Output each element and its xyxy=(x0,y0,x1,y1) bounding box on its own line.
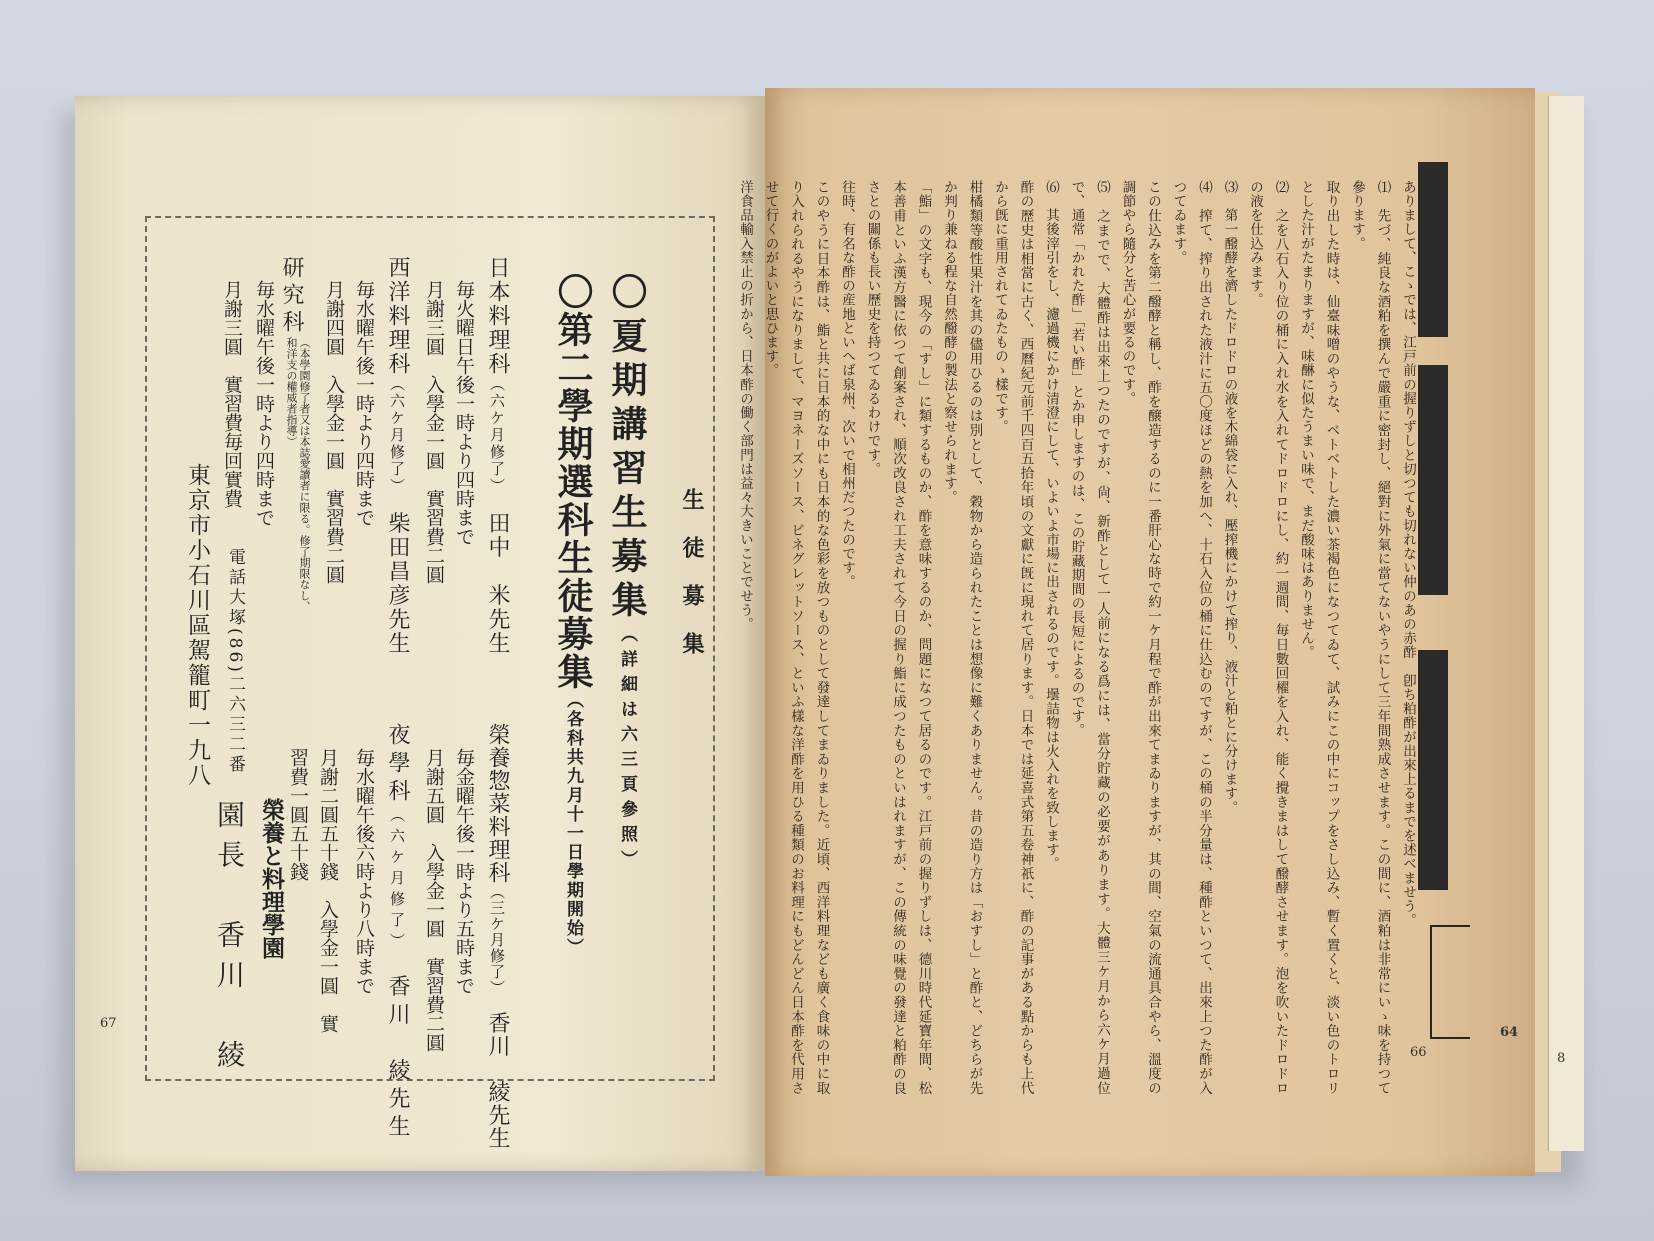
course-term: （六ケ月修了） xyxy=(388,807,406,947)
page-number-67: 67 xyxy=(100,1016,117,1031)
course-name: 榮養惣菜料理科 xyxy=(485,723,510,884)
page-number-64: 64 xyxy=(1500,1025,1519,1040)
article-paragraph: ⑴ 先づ、純良な酒粕を撰んで嚴重に密封し、絕對に外氣に當てないやうにして三年間熟成させます。この間に、酒粕は非常にいゝ味を持つて參ります。 xyxy=(1349,180,1391,1095)
photo-fragment xyxy=(1418,365,1448,595)
photo-fragment xyxy=(1418,162,1448,337)
school-name: 榮養と料理學園 xyxy=(258,798,285,959)
page-number-8: 8 xyxy=(1557,1051,1566,1066)
course-teacher: 田中 米先生 xyxy=(485,511,510,656)
course-fees: 月謝三圓 實習費毎回實費 xyxy=(221,280,243,508)
course-name: 夜學科 xyxy=(385,723,410,807)
school-address: 東京市小石川區駕籠町一九八 xyxy=(184,463,210,788)
course-name: 研究科 xyxy=(279,256,304,337)
course-term: （本學園修了者又は本誌愛讀者に限る。修了期限なし、和洋支の權威者指導） xyxy=(285,337,311,612)
course-term: （六ケ月修了） xyxy=(488,376,506,488)
course-name: 西洋料理科 xyxy=(385,256,410,376)
article-paragraph: このやうに日本酢は、鮨と共に日本的な中にも日本的な色彩を放つものとして發達してまゐりました。近頃、西洋料理なども廣く食味の中に取り入れられるやうになりまして、マヨネーズソース、ビネグレットソース、といふ樣な洋酢を用ひる種類のお料理にもどんどん日本酢を代用させて行くのがよいと思ひます。 xyxy=(762,180,830,1095)
course-schedule: 毎水曜午後六時より八時まで xyxy=(353,748,375,995)
course-schedule: 毎火曜日午後一時より四時まで xyxy=(453,280,475,546)
course-name: 日本料理科 xyxy=(485,256,510,376)
course-schedule: 毎水曜午後一時より四時まで xyxy=(253,280,275,527)
article-paragraph: 取り出した時は、仙臺味噌のやうな、ベトベトした濃い茶褐色になつてゐて、試みにこの中にコップをさし込み、暫く置くと、淡い色のトロリとした汁がたまりますが、味醂に似たうまい味で、まだ酸味はありません。 xyxy=(1298,180,1340,1095)
article-paragraph: ⑵ 之を八石入り位の桶に入れ水を入れてドロドロにし、約一週間、毎日數回櫂を入れ、能く攪きまはして醱酵させます。泡を吹いたドロドロの液を仕込みます。 xyxy=(1247,180,1289,1095)
article-paragraph: 往時、有名な酢の産地といへば泉州、次いで相州だつたのです。 xyxy=(839,180,855,589)
article-paragraph: 「鮨」の文字も、現今の「すし」に類するものか、酢を意味するのか、問題になつて居るのです。江戸前の握りずしは、德川時代延寶年間、松本善甫といふ漢方醫に依つて創案され、順次改良され工夫されて今日の握り鮨に成つたものといはれますが、この傳統の味覺の發達と粕酢の良さとの關係も長い歷史を持つてゐるわけです。 xyxy=(864,180,932,1095)
notice-heading: 生徒募集 xyxy=(679,488,705,680)
second-term-note: （各科共九月十一日學期開始） xyxy=(563,691,583,957)
course-teacher: 柴田昌彦先生 xyxy=(385,511,410,656)
summer-course-title: 〇夏期講習生募集 xyxy=(606,273,648,625)
article-paragraph: ⑷ 搾て、搾り出された液汁に五〇度ほどの熱を加へ、十石入位の桶に仕込むのですが、この桶の半分量は、種酢といつて、出來上つた酢が入つてゐます。 xyxy=(1170,180,1212,1095)
course-term: （三ケ月修了） xyxy=(488,884,506,989)
course-fees: 月謝三圓 入學金一圓 實習費二圓 xyxy=(423,280,445,584)
article-paragraph: ⑸ 之までで、大體酢は出來上つたのですが、尙、新酢として一人前になる爲には、當分貯藏の必要があります。大體三ケ月から六ケ月過位で、通常「かれた酢」「若い酢」とか申しますのは、この貯藏期間の長短によるのです。 xyxy=(1068,180,1110,1095)
frame-fragment xyxy=(1430,925,1470,1039)
recruitment-notice xyxy=(145,216,715,1150)
course-fees: 月謝五圓 入學金一圓 實習費二圓 xyxy=(423,748,445,1052)
article-paragraph: 洋食品輸入禁止の折から、日本酢の働く部門は益々大きいことでせう。 xyxy=(737,180,753,632)
course-teacher: 香川 綾先生 xyxy=(385,974,410,1143)
left-page xyxy=(75,96,765,1171)
article-paragraph: ⑹ 其後滓引をし、濾過機にかけ清澄にして、いよいよ市場に出されるのです。壜詰物は火入れを致します。 xyxy=(1043,180,1059,871)
school-director: 園長 香川 綾 xyxy=(213,800,246,1080)
article-paragraph: 柑橘類等酸性果汁を其の儘用ひるのは別として、穀物から造られたことは想像に難くありません。昔の造り方は「おすし」と酢と、どちらが先か判り兼ねる程な自然醱酵の製法と察せられます。 xyxy=(941,180,983,1095)
course-fees: 月謝二圓五十錢 入學金一圓 實習費一圓五十錢 xyxy=(287,748,339,1033)
article-body xyxy=(737,180,1420,1095)
school-phone: 電話大塚(86)二六三二番 xyxy=(225,548,245,775)
photo-fragment xyxy=(1418,650,1448,890)
page-number-66: 66 xyxy=(1410,1045,1427,1060)
inserted-leaf xyxy=(1548,96,1584,1151)
article-paragraph: ⑶ 第一醱酵を濟したドロドロの液を木綿袋に入れ、壓搾機にかけて搾り、液汁と粕とに分けます。 xyxy=(1221,180,1238,815)
course-teacher: 香川 綾先生 xyxy=(485,1011,510,1150)
second-term-title: 〇第二學期選科生徒募集 xyxy=(552,273,594,691)
summer-course-note: （詳細は六三頁參照） xyxy=(617,625,637,875)
article-paragraph: ありまして、こゝでは、江戸前の握りずしと切つても切れない仲のあの赤酢 卽ち粕酢が出來上るまでを述べませう。 xyxy=(1400,180,1416,928)
course-term: （六ケ月修了） xyxy=(388,376,406,488)
article-paragraph: 酢の歷史は相當に古く、西曆紀元前千四百五拾年頃の文獻に旣に現れて居ります。日本では延喜式第五卷神祇に、酢の記事がある點からも上代から旣に重用されてゐたものゝ樣です。 xyxy=(992,180,1034,1095)
article-paragraph: この仕込みを第二醱酵と稱し、酢を醸造するのに一番肝心な時で約一ケ月程で酢が出來てまゐりますが、其の間、空氣の流通具合やら、溫度の調節やら隨分と苦心が要るのです。 xyxy=(1119,180,1161,1095)
course-schedule: 毎金曜午後一時より五時まで xyxy=(453,748,475,995)
course-fees: 月謝四圓 入學金一圓 實習費二圓 xyxy=(323,280,345,584)
course-schedule: 毎水曜午後一時より四時まで xyxy=(353,280,375,527)
